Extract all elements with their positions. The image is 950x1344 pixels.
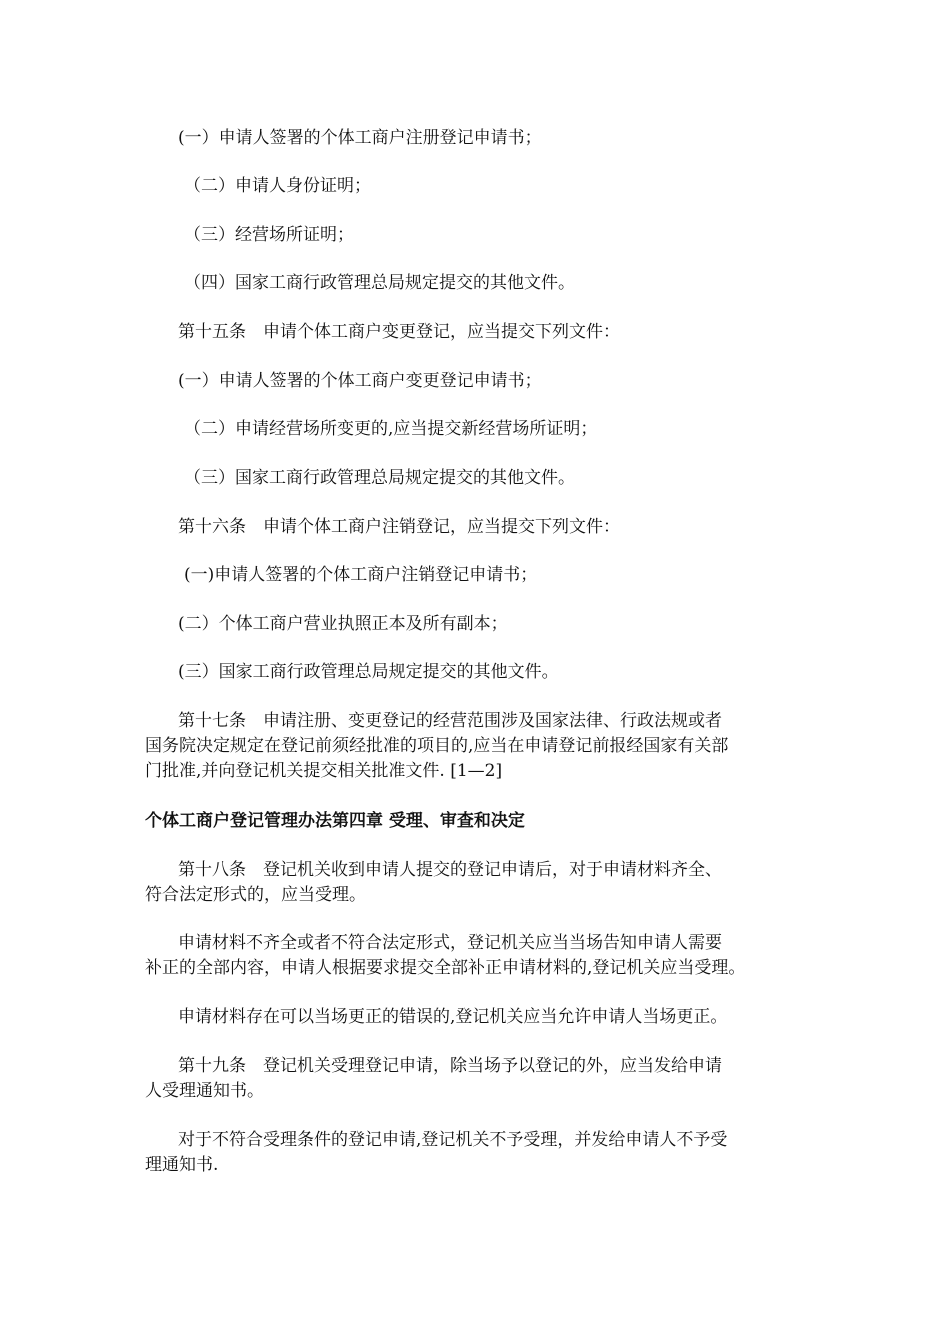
article-15-item-3: （三）国家工商行政管理总局规定提交的其他文件。: [184, 468, 575, 488]
article-16-item-1: (一)申请人签署的个体工商户注销登记申请书；: [184, 565, 538, 585]
para-18b-line-1: 申请材料不齐全或者不符合法定形式，登记机关应当当场告知申请人需要: [178, 933, 722, 953]
article-15-item-1: (一）申请人签署的个体工商户变更登记申请书；: [178, 371, 542, 391]
article-14-item-2: （二）申请人身份证明；: [184, 176, 371, 196]
para-19b-line-2: 理通知书.: [145, 1155, 219, 1175]
article-16-title: 第十六条 申请个体工商户注销登记，应当提交下列文件：: [178, 517, 620, 537]
para-18c: 申请材料存在可以当场更正的错误的,登记机关应当允许申请人当场更正。: [178, 1007, 728, 1027]
article-17-line-3: 门批准,并向登记机关提交相关批准文件. [1—2]: [145, 761, 503, 781]
article-14-item-4: （四）国家工商行政管理总局规定提交的其他文件。: [184, 273, 575, 293]
chapter-heading: 个体工商户登记管理办法第四章 受理、审查和决定: [145, 811, 525, 831]
article-17-line-2: 国务院决定规定在登记前须经批准的项目的,应当在申请登记前报经国家有关部: [145, 736, 729, 756]
para-18b-line-2: 补正的全部内容，申请人根据要求提交全部补正申请材料的,登记机关应当受理。: [145, 958, 746, 978]
article-18-line-1: 第十八条 登记机关收到申请人提交的登记申请后，对于申请材料齐全、: [178, 860, 722, 880]
article-14-item-3: （三）经营场所证明；: [184, 225, 354, 245]
article-17-line-1: 第十七条 申请注册、变更登记的经营范围涉及国家法律、行政法规或者: [178, 711, 722, 731]
para-19b-line-1: 对于不符合受理条件的登记申请,登记机关不予受理，并发给申请人不予受: [178, 1130, 728, 1150]
article-19-line-2: 人受理通知书。: [145, 1081, 264, 1101]
article-14-item-1: (一）申请人签署的个体工商户注册登记申请书；: [178, 128, 542, 148]
article-15-title: 第十五条 申请个体工商户变更登记，应当提交下列文件：: [178, 322, 620, 342]
article-16-item-3: (三）国家工商行政管理总局规定提交的其他文件。: [178, 662, 559, 682]
article-16-item-2: (二）个体工商户营业执照正本及所有副本；: [178, 614, 508, 634]
article-19-line-1: 第十九条 登记机关受理登记申请，除当场予以登记的外，应当发给申请: [178, 1056, 722, 1076]
article-18-line-2: 符合法定形式的，应当受理。: [145, 885, 366, 905]
article-15-item-2: （二）申请经营场所变更的,应当提交新经营场所证明；: [184, 419, 598, 439]
